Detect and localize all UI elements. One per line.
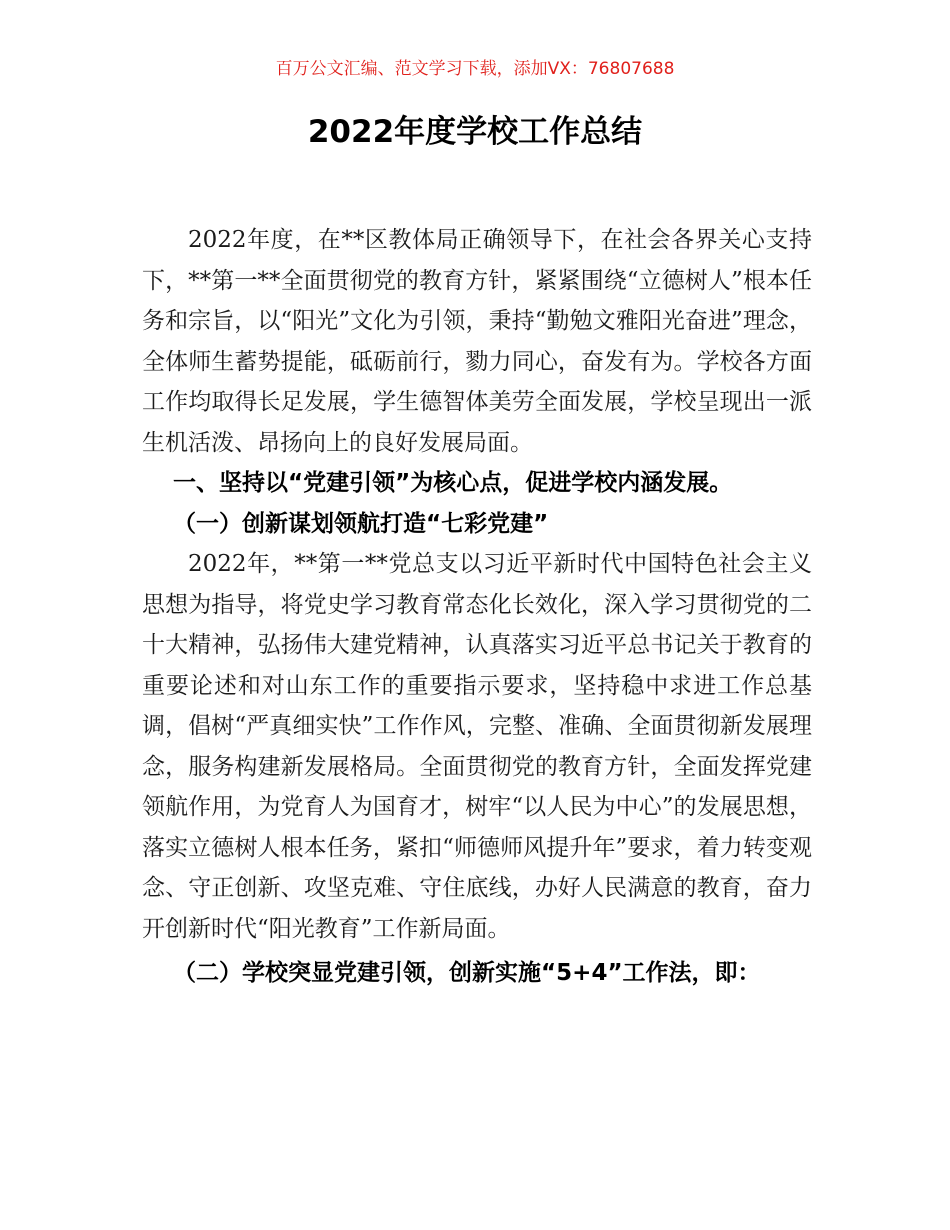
subsection-1-heading: （一）创新谋划领航打造“七彩党建” bbox=[173, 510, 549, 537]
intro-paragraph: 2022年度，在**区教体局正确领导下，在社会各界关心支持下，**第一**全面贯彻党的教育方针，紧紧围绕“立德树人”根本任务和宗旨，以“阳光”文化为引领，秉持“勤勉文雅阳光奋进”理念，全体师生蓄势提能，砥砺前行，勠力同心，奋发有为。学校各方面工作均取得长足发展，学生德智体美劳全面发展，学校呈现出一派生机活泼、昂扬向上的良好发展局面。 bbox=[142, 227, 812, 456]
document-title: 2022年度学校工作总结 bbox=[307, 114, 643, 150]
section-1-heading: 一、坚持以“党建引领”为核心点，促进学校内涵发展。 bbox=[173, 470, 733, 496]
subsection-1-paragraph: 2022年，**第一**党总支以习近平新时代中国特色社会主义思想为指导，将党史学习教育常态化长效化，深入学习贯彻党的二十大精神，弘扬伟大建党精神，认真落实习近平总书记关于教育的重要论述和对山东工作的重要指示要求，坚持稳中求进工作总基调，倡树“严真细实快”工作作风，完整、准确、全面贯彻新发展理念，服务构建新发展格局。全面贯彻党的教育方针，全面发挥党建领航作用，为党育人为国育才，树牢“以人民为中心”的发展思想，落实立德树人根本任务，紧扣“师德师风提升年”要求，着力转变观念、守正创新、攻坚克难、守住底线，办好人民满意的教育，奋力开创新时代“阳光教育”工作新局面。 bbox=[142, 551, 812, 942]
subsection-2-heading: （二）学校突显党建引领，创新实施“5+4”工作法，即： bbox=[173, 960, 761, 986]
document-body bbox=[142, 220, 812, 994]
watermark-text: 百万公文汇编、范文学习下载，添加VX：76807688 bbox=[275, 59, 675, 79]
